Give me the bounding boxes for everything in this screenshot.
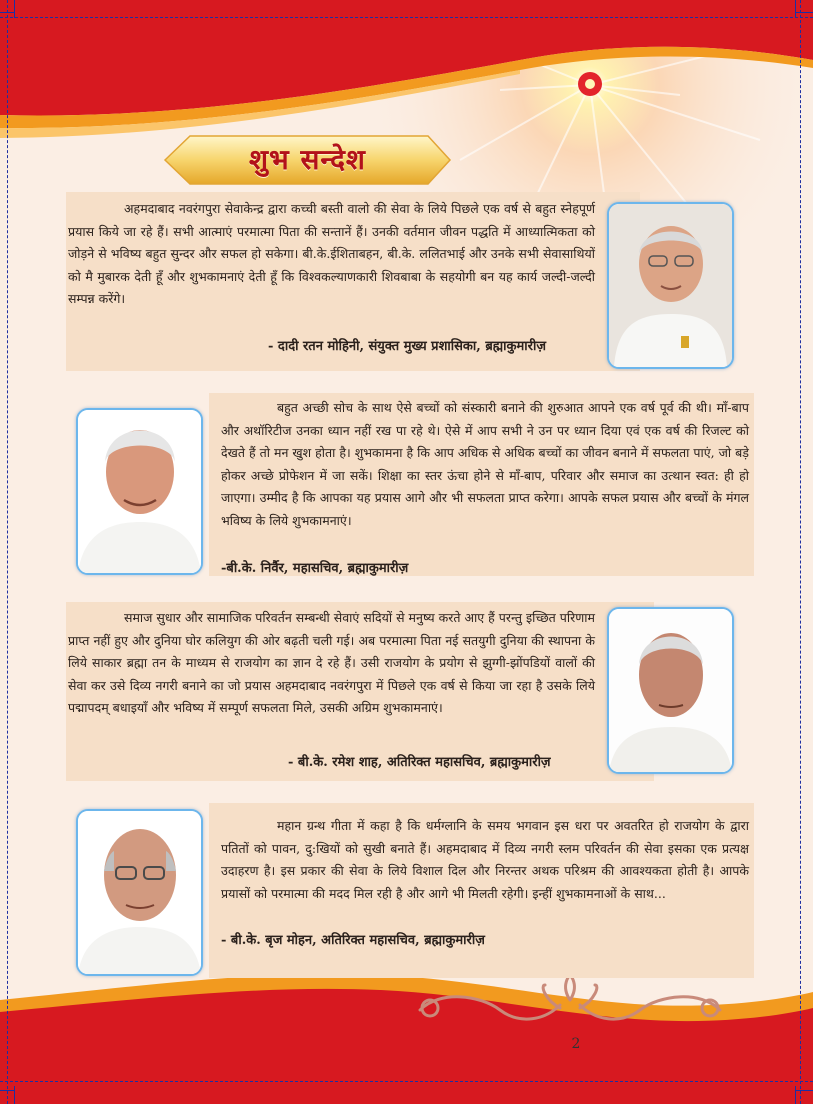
message-signature-3: - बी.के. रमेश शाह, अतिरिक्त महासचिव, ब्रह्माकुमारीज़	[288, 755, 551, 770]
crop-guide-top	[0, 17, 813, 18]
crop-mark	[14, 1086, 15, 1104]
page-number: 2	[571, 1036, 581, 1052]
message-text-3: समाज सुधार और सामाजिक परिवर्तन सम्बन्धी सेवाएं सदियों से मनुष्य करते आए हैं परन्तु इच्छित परिणाम प्राप्त नहीं हुए और दुनिया घोर कलियुग की ओर बढ़ती चली गई। अब परमात्मा पिता नई सतयुगी दुनिया की स्थापना के लिये साकार ब्रह्मा तन के माध्यम से राजयोग का ज्ञान दे रहे हैं। उसी राजयोग के प्रयोग से झुग्गी-झोंपडियों वालों की सेवा कर उसे दिव्य नगरी बनाने का जो प्रयास अहमदाबाद नवरंगपुरा में पिछले एक वर्ष से किया जा रहा है उसके लिये पद्मापदम् बधाइयाँ और भविष्य में सम्पूर्ण सफलता मिले, उसकी अग्रिम शुभकामनाएं।	[68, 610, 595, 716]
portrait-photo-1	[607, 202, 734, 369]
crop-mark	[795, 1090, 813, 1091]
crop-mark	[795, 1086, 796, 1104]
portrait-photo-3	[607, 607, 734, 774]
crop-mark	[0, 12, 14, 13]
portrait-photo-2	[76, 408, 203, 575]
crop-guide-right	[800, 0, 801, 1104]
portrait-photo-4	[76, 809, 203, 976]
crop-mark	[14, 0, 15, 18]
crop-guide-left	[7, 0, 8, 1104]
message-signature-4: - बी.के. बृज मोहन, अतिरिक्त महासचिव, ब्रह्माकुमारीज़	[221, 933, 485, 948]
message-text-2: बहुत अच्छी सोच के साथ ऐसे बच्चों को संस्कारी बनाने की शुरुआत आपने एक वर्ष पूर्व की थी। माँ-बाप और अथॉरिटीज उनका ध्यान नहीं रख पा रहे थे। ऐसे में आप सभी ने उन पर ध्यान दिया एवं एक वर्ष की रिजल्ट को देखते हैं तो मन खुश होता है। शुभकामना है कि आप अधिक से अधिक बच्चों का जीवन बनाने में सफलता पाएं, जो बड़े होकर अच्छे प्रोफेशन में जा सकें। शिक्षा का स्तर ऊंचा होने से माँ-बाप, परिवार और समाज का उत्थान स्वत: ही हो जाएगा। उम्मीद है कि आपका यह प्रयास आगे और भी सफलता प्राप्त करेगा। आपके सफल प्रयास और बच्चों के मंगल भविष्य के लिये शुभकामनाएं।	[221, 400, 749, 528]
crop-mark	[795, 12, 813, 13]
message-signature-1: - दादी रतन मोहिनी, संयुक्त मुख्य प्रशासिका, ब्रह्माकुमारीज़	[268, 339, 546, 354]
crop-guide-bottom	[0, 1081, 813, 1082]
message-signature-2: -बी.के. निर्वैर, महासचिव, ब्रह्माकुमारीज़	[221, 561, 409, 576]
page-title: शुभ सन्देश	[249, 143, 366, 176]
crop-mark	[795, 0, 796, 18]
message-text-1: अहमदाबाद नवरंगपुरा सेवाकेन्द्र द्वारा कच्ची बस्ती वालो की सेवा के लिये पिछले एक वर्ष से बहुत स्नेहपूर्ण प्रयास किये जा रहे हैं। सभी आत्माएं परमात्मा पिता की सन्तानें हैं। उनकी वर्तमान जीवन पद्धति में आध्यात्मिकता को जोड़ने से भविष्य बहुत सुन्दर और सफल हो सकेगा। बी.के.ईशिताबहन, बी.के. ललितभाई और उनके सभी सेवासाथियों को मै मुबारक देती हूँ और शुभकामनाएं देती हूँ कि विश्वकल्याणकारी शिवबाबा के सहयोगी बन यह कार्य जल्दी-जल्दी सम्पन्न करेंगे।	[68, 201, 595, 307]
message-text-4: महान ग्रन्थ गीता में कहा है कि धर्मग्लानि के समय भगवान इस धरा पर अवतरित हो राजयोग के द्वारा पतितों को पावन, दु:खियों को सुखी बनाते हैं। अहमदाबाद में दिव्य नगरी स्लम परिवर्तन की सेवा इसका एक प्रत्यक्ष उदाहरण है। इस प्रकार की सेवा के लिये विशाल दिल और निरन्तर अथक परिश्रम की आवश्यकता होती है। आपके प्रयासों को परमात्मा की मदद मिल रही है और आगे भी मिलती रहेगी। इन्हीं शुभकामनाओं के साथ...	[221, 818, 749, 901]
crop-mark	[0, 1090, 14, 1091]
